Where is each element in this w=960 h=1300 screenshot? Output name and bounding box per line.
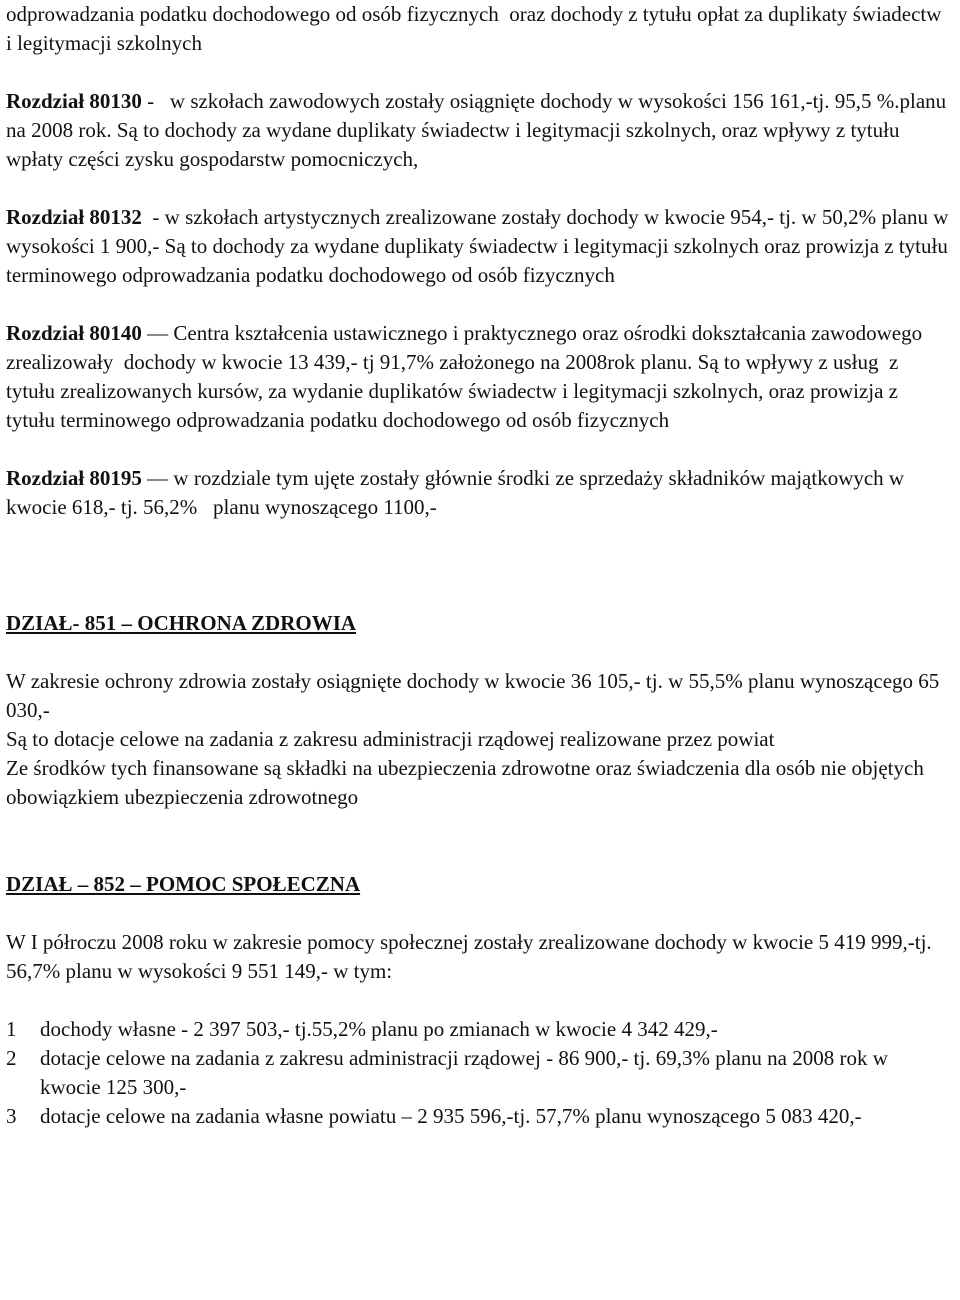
spacer: [6, 435, 952, 464]
dzial-851-line-2: Są to dotacje celowe na zadania z zakresu administracji rządowej realizowane przez powiat: [6, 727, 775, 751]
list-item-number: 2: [6, 1046, 17, 1070]
spacer: [6, 58, 952, 87]
intro-paragraph: odprowadzania podatku dochodowego od osób fizycznych oraz dochody z tytułu opłat za duplikaty świadectw i legitymacji szkolnych: [6, 2, 947, 55]
dzial-851-line-1: W zakresie ochrony zdrowia zostały osiągnięte dochody w kwocie 36 105,- tj. w 55,5% planu wynoszącego 65 030,-: [6, 669, 945, 722]
list-item: [6, 1044, 952, 1102]
spacer: [6, 986, 952, 1015]
list-item-text: dochody własne - 2 397 503,- tj.55,2% planu po zmianach w kwocie 4 342 429,-: [40, 1017, 718, 1041]
section-80132: [6, 203, 952, 290]
section-80132-text: - w szkołach artystycznych zrealizowane zostały dochody w kwocie 954,- tj. w 50,2% planu w wysokości 1 900,- Są to dochody za wydane duplikaty świadectw i legitymacji szkolnych oraz prowizja z tytułu terminowego odprowadzania podatku dochodowego od osób fizycznych: [6, 205, 954, 287]
section-80140-text: — Centra kształcenia ustawicznego i praktycznego oraz ośrodki dokształcania zawodowego zrealizowały dochody w kwocie 13 439,- tj 91,7% założonego na 2008rok planu. Są to wpływy z usług z tytułu zrealizowanych kursów, za wydanie duplikatów świadectw i legitymacji szkolnych, oraz prowizja z tytułu terminowego odprowadzania podatku dochodowego od osób fizycznych: [6, 321, 928, 432]
section-80195-text: — w rozdziale tym ujęte zostały głównie środki ze sprzedaży składników majątkowych w kwocie 618,- tj. 56,2% planu wynoszącego 1100,-: [6, 466, 910, 519]
spacer: [6, 522, 952, 580]
spacer: [6, 638, 952, 667]
list-item-number: 3: [6, 1104, 17, 1128]
spacer: [6, 812, 952, 870]
list-item-number: 1: [6, 1017, 17, 1041]
spacer: [6, 899, 952, 928]
heading-dzial-851: DZIAŁ- 851 – OCHRONA ZDROWIA: [6, 611, 357, 635]
document-page: [6, 0, 952, 1131]
section-80130: [6, 87, 952, 174]
section-80132-label: Rozdział 80132: [6, 205, 142, 229]
spacer: [6, 174, 952, 203]
section-80130-text: - w szkołach zawodowych zostały osiągnięte dochody w wysokości 156 161,-tj. 95,5 %.planu na 2008 rok. Są to dochody za wydane duplikaty świadectw i legitymacji szkolnych, oraz wpływy z tytułu wpłaty części zysku gospodarstw pomocniczych,: [6, 89, 952, 171]
section-80140-label: Rozdział 80140: [6, 321, 142, 345]
spacer: [6, 290, 952, 319]
section-80140: [6, 319, 952, 435]
heading-dzial-852: DZIAŁ – 852 – POMOC SPOŁECZNA: [6, 872, 361, 896]
section-80195: [6, 464, 952, 522]
list-item-text: dotacje celowe na zadania własne powiatu – 2 935 596,-tj. 57,7% planu wynoszącego 5 083 420,-: [40, 1104, 862, 1128]
list-item: [6, 1102, 952, 1131]
dzial-851-line-3: Ze środków tych finansowane są składki na ubezpieczenia zdrowotne oraz świadczenia dla osób nie objętych obowiązkiem ubezpieczenia zdrowotnego: [6, 756, 930, 809]
list-item: [6, 1015, 952, 1044]
section-80195-label: Rozdział 80195: [6, 466, 142, 490]
section-80130-label: Rozdział 80130: [6, 89, 142, 113]
spacer: [6, 580, 952, 609]
list-item-text: dotacje celowe na zadania z zakresu administracji rządowej - 86 900,- tj. 69,3% planu na 2008 rok w kwocie 125 300,-: [40, 1046, 888, 1099]
dzial-852-intro: W I półroczu 2008 roku w zakresie pomocy społecznej zostały zrealizowane dochody w kwocie 5 419 999,-tj. 56,7% planu w wysokości 9 551 149,- w tym:: [6, 930, 937, 983]
